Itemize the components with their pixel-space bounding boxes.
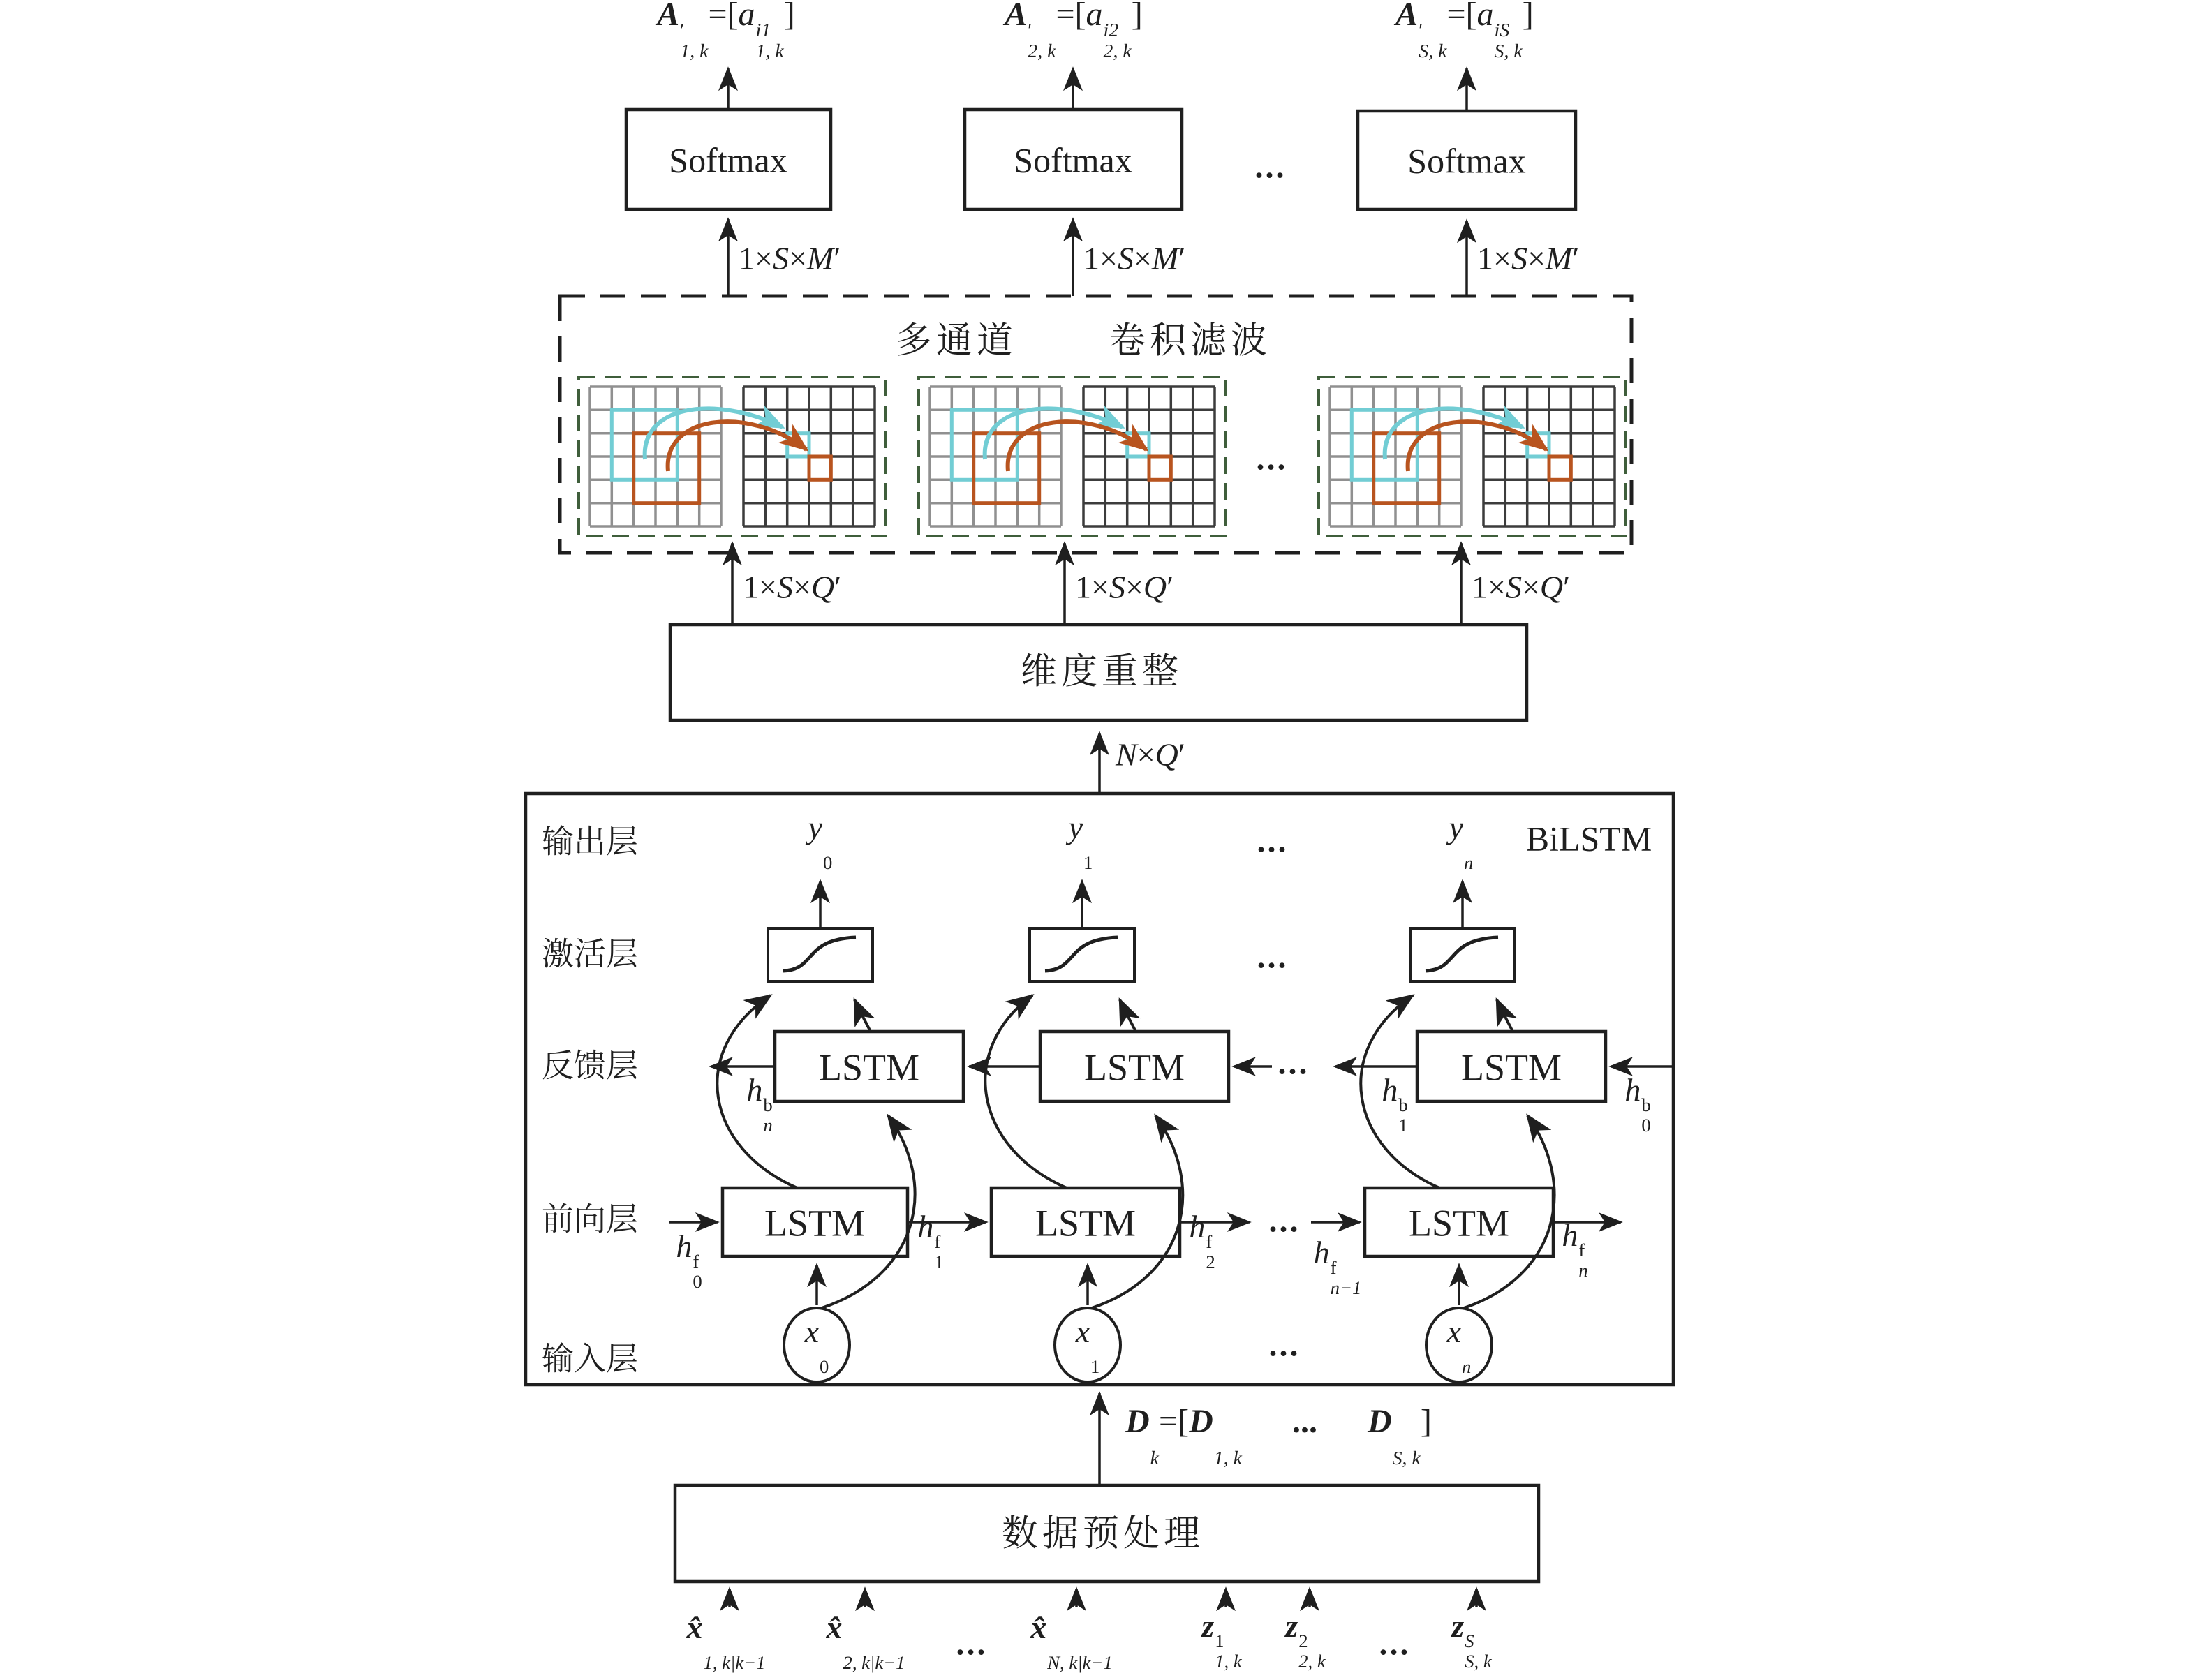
- layer-label-input: 输入层: [542, 1341, 638, 1377]
- dk-formula: D k =[D 1, k ... D S, k ]: [1125, 1402, 1432, 1470]
- dim-label-m-3: 1×S×M′: [1477, 240, 1580, 276]
- activation-box-2: [1030, 928, 1134, 981]
- xn-label: x n: [1446, 1313, 1472, 1378]
- dim-label-m-2: 1×S×M′: [1083, 240, 1186, 276]
- conv-title-convfilter: 卷积滤波: [1109, 321, 1272, 362]
- preprocess-label: 数据预处理: [1001, 1514, 1205, 1554]
- input-z2-label: z 2 2, k: [1285, 1607, 1326, 1672]
- layer-label-output: 输出层: [542, 824, 638, 860]
- input-zS-label: z S S, k: [1451, 1607, 1492, 1672]
- input-xhat1-label: x̂ 1, k|k−1: [686, 1609, 766, 1674]
- dim-label-q-1: 1×S×Q′: [743, 569, 842, 605]
- conv-ellipsis: ...: [1256, 440, 1288, 477]
- lstm-backward-label-2: LSTM: [1083, 1046, 1185, 1089]
- sigmoid-icon: [1426, 937, 1498, 971]
- output-formula-1: A ′ 1, k =[a i1 1, k ]: [657, 0, 795, 63]
- lstm-forward-label-1: LSTM: [764, 1202, 866, 1244]
- bilstm-section: [526, 794, 1673, 1385]
- conv-grid-group-2: [919, 377, 1226, 536]
- x-ellipsis: ...: [1268, 1326, 1301, 1364]
- hf2-label: h f 2: [1189, 1208, 1215, 1273]
- x1-label: x 1: [1075, 1313, 1100, 1378]
- softmax-label-2: Softmax: [1014, 140, 1132, 180]
- input-xhatN-label: x̂ N, k|k−1: [1030, 1609, 1113, 1674]
- hfn1-label: h f n−1: [1313, 1234, 1362, 1299]
- output-formula-3: A ′ S, k =[a iS S, k ]: [1395, 0, 1534, 63]
- hfn-label: h f n: [1562, 1217, 1588, 1281]
- conv-grid-group-3: [1319, 377, 1626, 536]
- conv-grid-group-1: [579, 377, 886, 536]
- dim-label-nq: N×Q′: [1116, 736, 1185, 773]
- input-z1-label: z 1 1, k: [1201, 1607, 1242, 1672]
- hb0-label: h b 0: [1624, 1071, 1651, 1136]
- hf0-label: h f 0: [676, 1228, 702, 1293]
- bilstm-box: [526, 794, 1673, 1385]
- conv-title-multichannel: 多通道: [895, 321, 1018, 362]
- sigmoid-icon: [1045, 937, 1118, 971]
- lstm-backward-label-3: LSTM: [1460, 1046, 1562, 1089]
- x0-label: x 0: [804, 1313, 829, 1378]
- backward-ellipsis: ...: [1278, 1044, 1310, 1082]
- input-ellipsis-2: ...: [1379, 1625, 1411, 1663]
- lstm-forward-label-3: LSTM: [1408, 1202, 1510, 1244]
- y1-label: y 1: [1068, 809, 1093, 874]
- input-xhat2-label: x̂ 2, k|k−1: [826, 1609, 905, 1674]
- y0-label: y 0: [808, 809, 833, 874]
- yn-label: y n: [1449, 809, 1474, 874]
- bilstm-title: BiLSTM: [1525, 819, 1652, 858]
- hf1-label: h f 1: [917, 1208, 944, 1273]
- dim-label-m-1: 1×S×M′: [739, 240, 841, 276]
- lstm-backward-label-1: LSTM: [818, 1046, 920, 1089]
- input-ellipsis-1: ...: [956, 1625, 988, 1663]
- sigmoid-icon: [783, 937, 856, 971]
- softmax-ellipsis: ...: [1254, 148, 1287, 186]
- output-formula-2: A ′ 2, k =[a i2 2, k ]: [1005, 0, 1143, 63]
- softmax-label-3: Softmax: [1407, 141, 1526, 181]
- forward-ellipsis: ...: [1268, 1202, 1301, 1240]
- lstm-forward-label-2: LSTM: [1035, 1202, 1136, 1244]
- activation-box-1: [768, 928, 873, 981]
- y-ellipsis: ...: [1257, 822, 1289, 860]
- hbn-label: h b n: [746, 1071, 773, 1136]
- activation-box-3: [1410, 928, 1515, 981]
- reshape-section: [670, 625, 1527, 794]
- dim-label-q-2: 1×S×Q′: [1075, 569, 1174, 605]
- reshape-label: 维度重整: [1020, 652, 1183, 692]
- dim-label-q-3: 1×S×Q′: [1472, 569, 1571, 605]
- activation-ellipsis: ...: [1257, 938, 1289, 976]
- layer-label-forward: 前向层: [542, 1201, 638, 1237]
- softmax-label-1: Softmax: [669, 140, 787, 180]
- layer-label-activation: 激活层: [542, 936, 638, 972]
- layer-label-backward: 反馈层: [542, 1048, 638, 1084]
- hb1-label: h b 1: [1382, 1071, 1408, 1136]
